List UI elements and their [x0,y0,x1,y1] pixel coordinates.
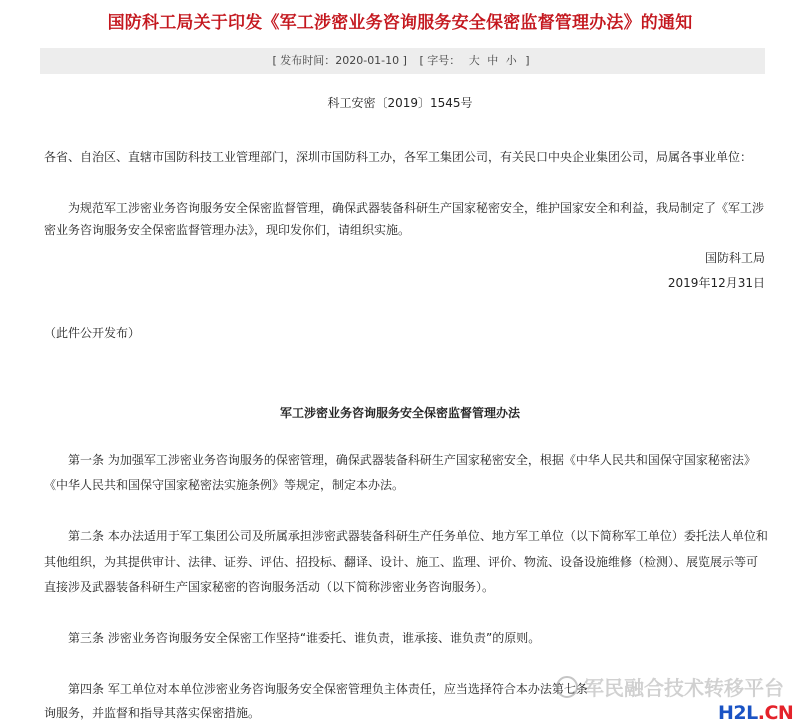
page-title: 国防科工局关于印发《军工涉密业务咨询服务安全保密监督管理办法》的通知 [107,13,693,33]
intro-line-2: 密业务咨询服务安全保密监督管理办法》，现印发你们，请组织实施。 [44,223,411,237]
public-note: （此件公开发布） [44,326,141,340]
addressee: 各省、自治区、直辖市国防科技工业管理部门，深圳市国防科工办，各军工集团公司，有关民口中央企业集团公司，局属各事业单位： [44,150,753,164]
logo-part-2: .CN [757,702,794,724]
signature-date: 2019年12月31日 [667,276,765,290]
article-4-line-2: 询服务，并监督和指导其落实保密措施。 [44,706,261,720]
article-2-line-1: 第二条 本办法适用于军工集团公司及所属承担涉密武器装备科研生产任务单位、地方军工单位（以下简称军工单位）委托法人单位和 [68,529,768,543]
article-3-line-1: 第三条 涉密业务咨询服务安全保密工作坚持“谁委托、谁负责，谁承接、谁负责”的原则。 [68,631,541,645]
regulation-title: 军工涉密业务咨询服务安全保密监督管理办法 [279,406,520,420]
watermark-text: 军民融合技术转移平台 [584,676,784,700]
signature-org: 国防科工局 [704,251,765,265]
article-1-line-2: 《中华人民共和国保守国家秘密法实施条例》等规定，制定本办法。 [44,478,405,492]
font-size-end: ] [525,54,530,67]
font-size-small-link[interactable]: 小 [505,54,517,67]
meta-bar [40,48,765,74]
document-number: 科工安密〔2019〕1545号 [327,96,473,110]
font-size-medium-link[interactable]: 中 [487,54,499,67]
wechat-icon [556,676,578,698]
article-1-line-1: 第一条 为加强军工涉密业务咨询服务的保密管理，确保武器装备科研生产国家秘密安全，根据《中华人民共和国保守国家秘密法》 [68,453,756,467]
article-4-line-1: 第四条 军工单位对本单位涉密业务咨询服务安全保密管理负主体责任，应当选择符合本办法第七条 [68,682,588,696]
intro-line-1: 为规范军工涉密业务咨询服务安全保密监督管理，确保武器装备科研生产国家秘密安全，维护国家安全和利益，我局制定了《军工涉 [68,201,765,215]
font-size-large-link[interactable]: 大 [468,54,480,67]
logo-part-1: H2L [718,702,758,724]
article-2-line-3: 直接涉及武器装备科研生产国家秘密的咨询服务活动（以下简称涉密业务咨询服务）。 [44,580,495,594]
site-logo [718,702,793,724]
font-size-control [416,54,532,67]
article-2-line-2: 其他组织，为其提供审计、法律、证券、评估、招投标、翻译、设计、施工、监理、评价、物流、设备设施维修（检测）、展览展示等可 [44,555,759,569]
publish-date: [ 发布时间：2020-01-10 ] [272,54,407,67]
font-size-label: [ 字号： [419,54,461,67]
